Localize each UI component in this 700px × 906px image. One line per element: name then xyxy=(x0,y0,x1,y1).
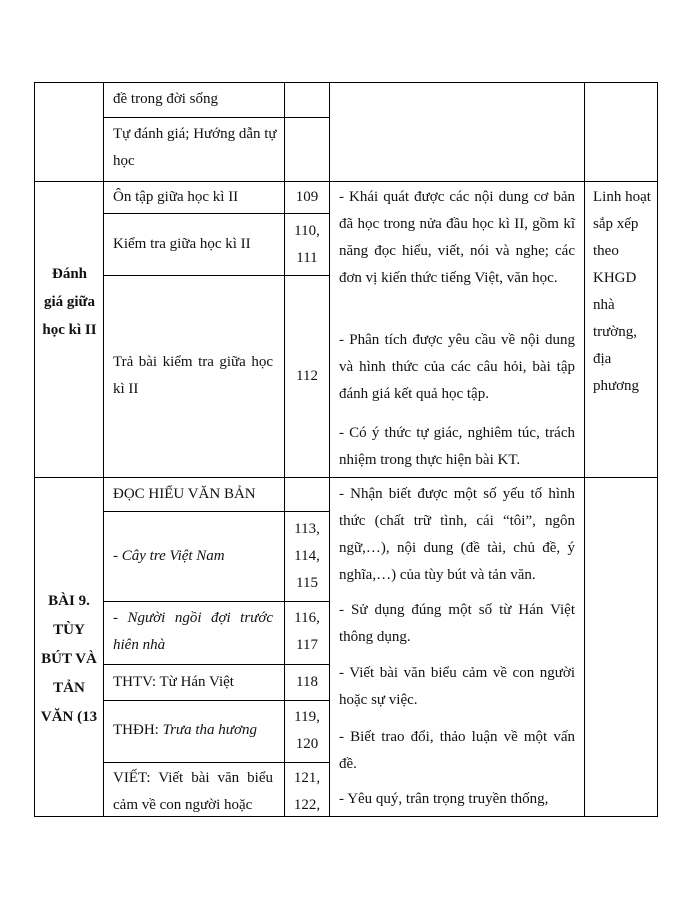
periods-cell: 118 xyxy=(296,674,318,690)
periods-cell: 119, 120 xyxy=(294,709,320,752)
lesson-cell: Tự đánh giá; Hướng dẫn tự học xyxy=(113,126,277,169)
requirement-text: - Yêu quý, trân trọng truyền thống, xyxy=(339,791,549,807)
periods-cell: 109 xyxy=(295,189,319,205)
lesson-prefix: THĐH: xyxy=(113,722,163,738)
row-divider xyxy=(103,213,330,214)
row-divider xyxy=(103,700,330,701)
lesson-cell: đề trong đời sống xyxy=(113,91,219,107)
lesson-cell: THTV: Từ Hán Việt xyxy=(113,674,234,690)
lesson-cell xyxy=(113,717,278,744)
requirement-text: - Sử dụng đúng một số từ Hán Việt thông dụng. xyxy=(339,602,575,645)
lesson-cell: Kiểm tra giữa học kì II xyxy=(113,236,251,252)
column-divider xyxy=(284,82,285,817)
row-divider xyxy=(103,511,330,512)
row-divider xyxy=(103,664,330,665)
section-title: BÀI 9. TÙY BÚT VÀ TẢN VĂN (13 xyxy=(40,593,98,725)
requirement-text: - Biết trao đổi, thảo luận về một vấn đề. xyxy=(339,729,575,772)
lesson-cell: - Cây tre Việt Nam xyxy=(113,548,225,564)
lesson-cell: Trả bài kiểm tra giữa học kì II xyxy=(113,354,273,397)
row-divider xyxy=(34,181,658,182)
periods-cell: 112 xyxy=(296,368,318,384)
lesson-cell: VIẾT: Viết bài văn biểu cảm về con người hoặc xyxy=(113,770,273,813)
requirement-text: - Phân tích được yêu cầu về nội dung và hình thức của các câu hỏi, bài tập đánh giá kết quả học tập. xyxy=(339,332,575,402)
section-title: Đánh giá giữa học kì II xyxy=(42,266,97,338)
periods-cell: 110, 111 xyxy=(294,223,320,266)
column-divider xyxy=(584,82,585,817)
lesson-cell: ĐỌC HIỂU VĂN BẢN xyxy=(113,486,256,502)
lesson-cell: - Người ngồi đợi trước hiên nhà xyxy=(113,610,273,653)
requirement-text: - Nhận biết được một số yếu tố hình thức (chất trữ tình, cái “tôi”, ngôn ngữ,…), nội dung (đề tài, chủ đề, ý nghĩa,…) của tùy bút và tản văn. xyxy=(339,486,575,583)
requirement-text: - Có ý thức tự giác, nghiêm túc, trách nhiệm trong thực hiện bài KT. xyxy=(339,425,575,468)
periods-cell: 116, 117 xyxy=(294,610,320,653)
note-cell: Linh hoạt sắp xếp theo KHGD nhà trường, địa phương xyxy=(593,189,651,394)
row-divider xyxy=(103,117,330,118)
column-divider xyxy=(329,82,330,817)
table-border-right xyxy=(657,82,658,817)
requirement-text: - Khái quát được các nội dung cơ bản đã học trong nửa đầu học kì II, gồm kĩ năng đọc hiểu, viết, nói và nghe; các đơn vị kiến thức tiếng Việt, văn học. xyxy=(339,189,575,286)
lesson-cell: Ôn tập giữa học kì II xyxy=(113,189,239,205)
column-divider xyxy=(103,82,104,817)
requirement-text: - Viết bài văn biểu cảm về con người hoặc sự việc. xyxy=(339,665,575,708)
table-border-top xyxy=(34,82,658,83)
row-divider xyxy=(34,477,658,478)
lesson-title: Trưa tha hương xyxy=(162,722,257,738)
periods-cell: 121, 122, xyxy=(293,770,321,813)
row-divider xyxy=(103,762,330,763)
periods-cell: 113, 114, 115 xyxy=(294,521,320,591)
row-divider xyxy=(103,601,330,602)
table-border-left xyxy=(34,82,35,817)
row-divider xyxy=(103,275,330,276)
